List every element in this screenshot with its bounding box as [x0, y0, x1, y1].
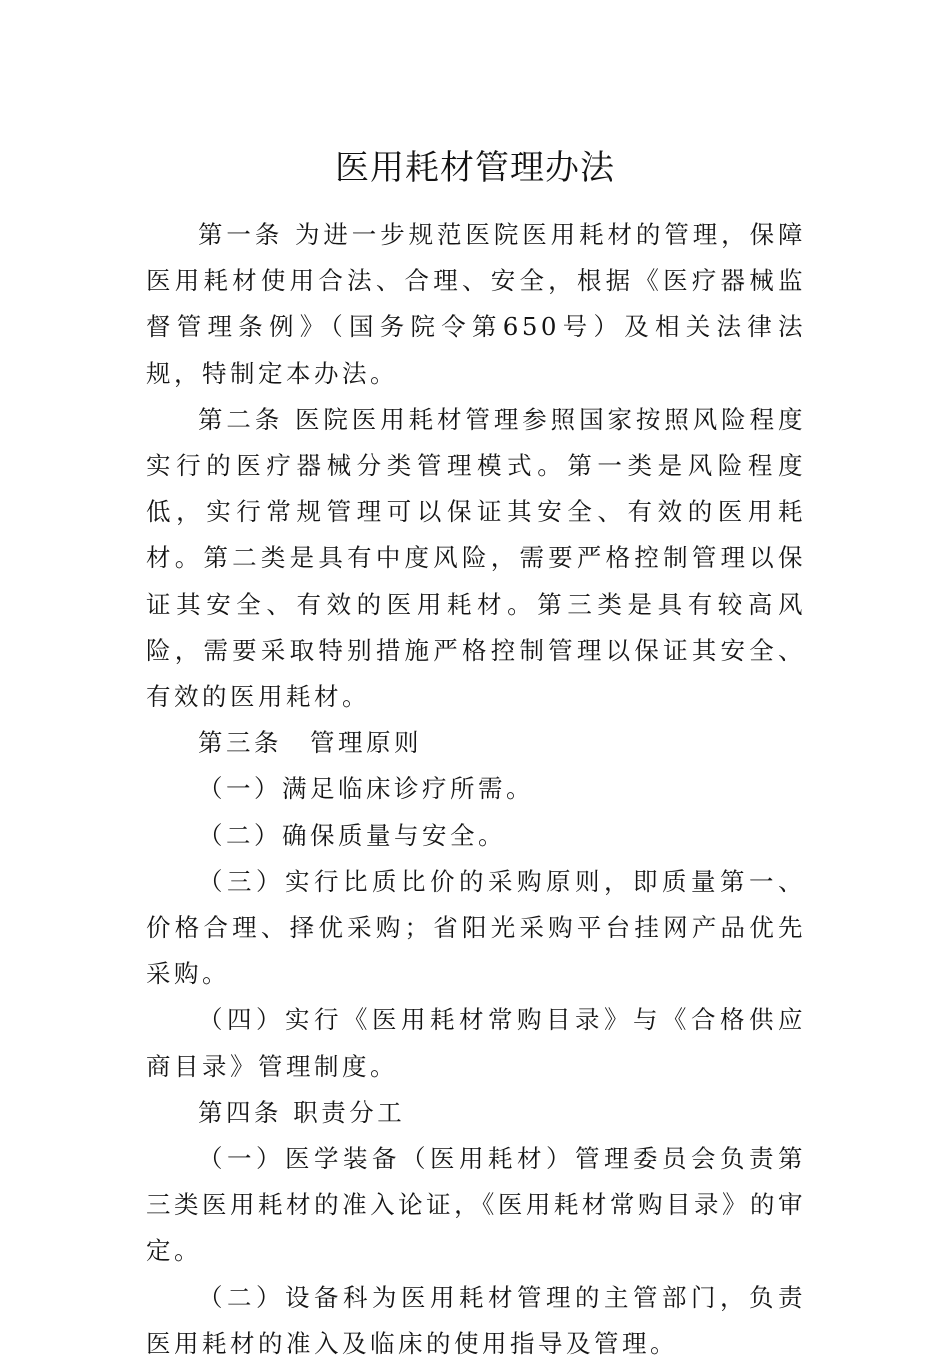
article-4-heading: 第四条 职责分工: [198, 1097, 406, 1127]
article-4-item-1: （一）医学装备（医用耗材）管理委员会负责第三类医用耗材的准入论证，《医用耗材常购目录》的审定。: [146, 1144, 806, 1266]
article-1-paragraph: 第一条 为进一步规范医院医用耗材的管理，保障医用耗材使用合法、合理、安全，根据《医疗器械监督管理条例》（国务院令第650号）及相关法律法规，特制定本办法。: [146, 220, 806, 388]
article-3-heading: 第三条 管理原则: [198, 728, 422, 758]
document-body: [146, 212, 806, 1367]
article-4-item-2: （二）设备科为医用耗材管理的主管部门，负责医用耗材的准入及临床的使用指导及管理。: [146, 1282, 806, 1358]
article-3-item-3: （三）实行比质比价的采购原则，即质量第一、价格合理、择优采购；省阳光采购平台挂网产品优先采购。: [146, 866, 806, 989]
article-2-paragraph: 第二条 医院医用耗材管理参照国家按照风险程度实行的医疗器械分类管理模式。第一类是风险程度低，实行常规管理可以保证其安全、有效的医用耗材。第二类是具有中度风险，需要严格控制管理以保证其安全、有效的医用耗材。第三类是具有较高风险，需要采取特别措施严格控制管理以保证其安全、有效的医用耗材。: [146, 404, 806, 712]
article-3-item-4: （四）实行《医用耗材常购目录》与《合格供应商目录》管理制度。: [146, 1005, 806, 1081]
article-3-item-2: （二）确保质量与安全。: [198, 820, 506, 850]
document-title: 医用耗材管理办法: [335, 148, 615, 188]
article-3-item-1: （一）满足临床诊疗所需。: [198, 774, 534, 804]
